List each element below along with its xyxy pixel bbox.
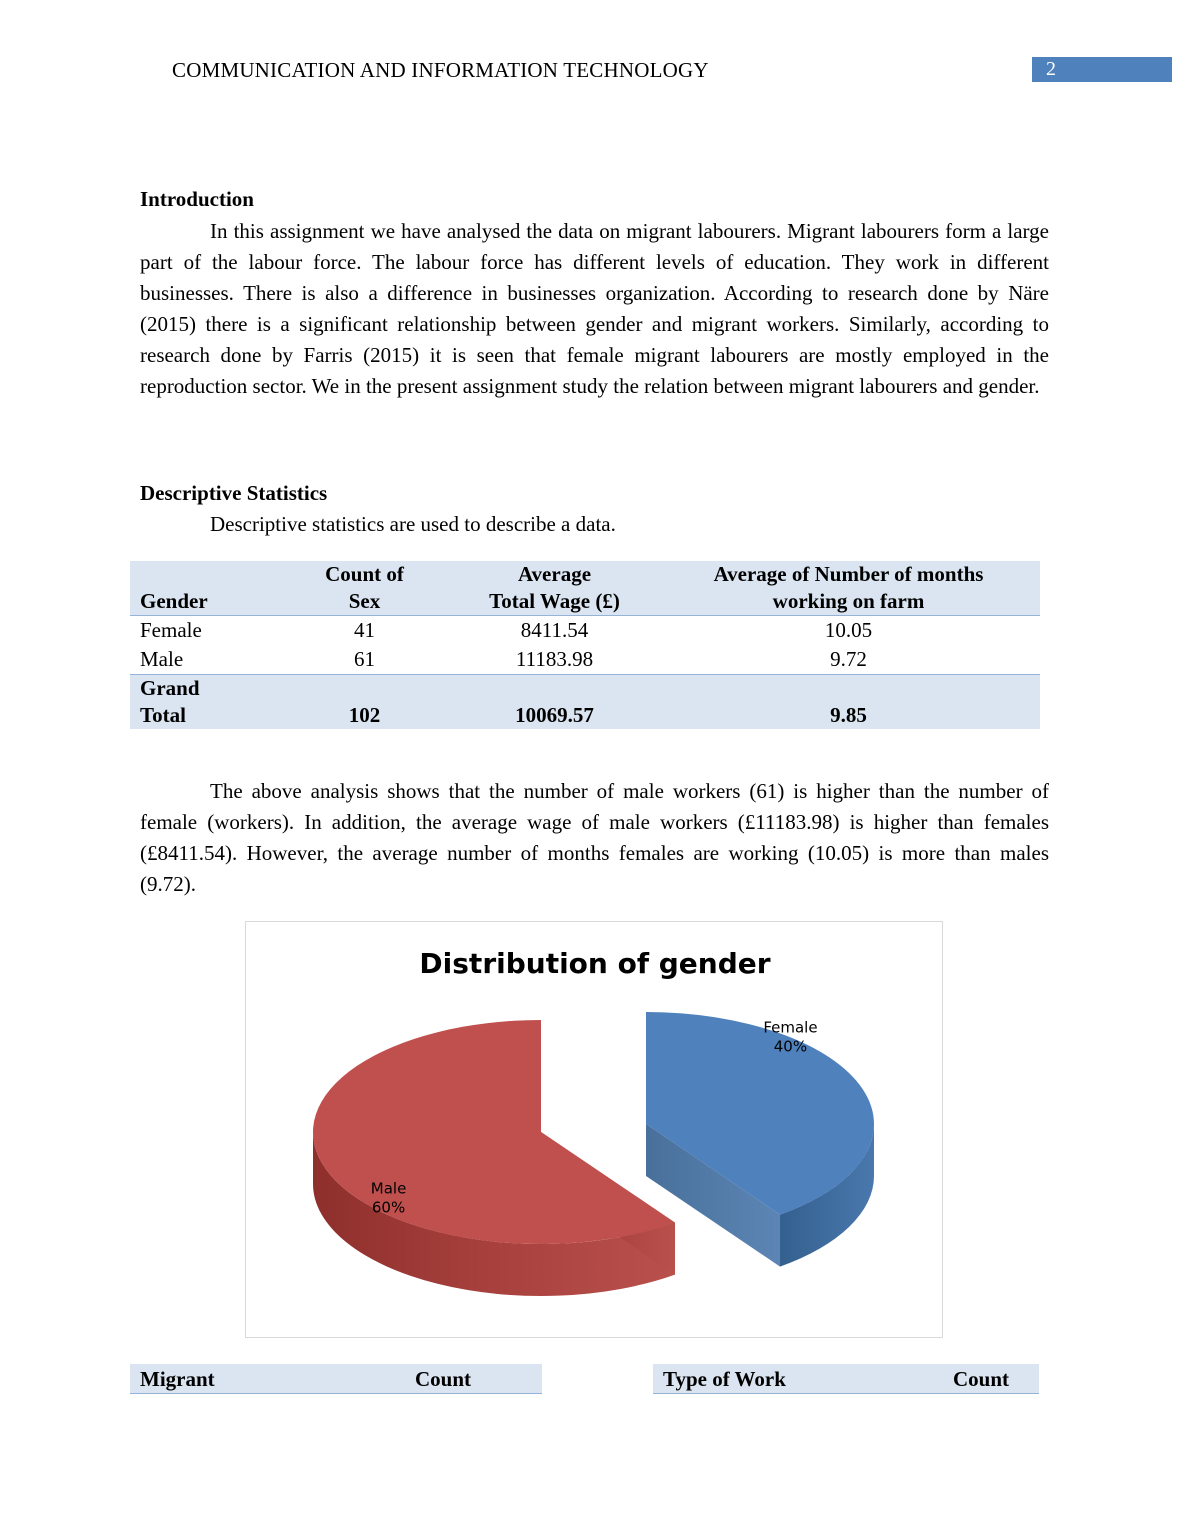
header-gender: Gender: [130, 561, 277, 616]
pie-svg: [246, 922, 944, 1339]
migrant-count-header: Count: [415, 1367, 472, 1391]
running-header: COMMUNICATION AND INFORMATION TECHNOLOGY: [172, 58, 709, 82]
cell-months: 10.05: [824, 618, 873, 642]
male-percent-label: 60%: [371, 1198, 406, 1217]
introduction-heading: Introduction: [140, 187, 254, 211]
migrant-table-header: [130, 1364, 542, 1394]
cell-wage: 8411.54: [520, 618, 589, 642]
cell-count: 41: [354, 618, 375, 642]
header-wage: Average Total Wage (£): [452, 561, 657, 616]
analysis-paragraph: The above analysis shows that the number of male workers (61) is higher than the number of female (workers). In addition, the average wage of male workers (£11183.98) is higher than females (£8411.54). However, the average number of months females are working (10.05) is more than males (9.72).: [140, 779, 1049, 896]
cell-gender: Female: [140, 618, 202, 642]
cell-total-wage: 10069.57: [452, 675, 657, 730]
cell-total-label: Grand Total: [130, 675, 277, 730]
cell-count: 61: [354, 647, 375, 671]
cell-months: 9.72: [830, 647, 867, 671]
cell-total-count: 102: [277, 675, 452, 730]
gender-pie-chart: [245, 921, 943, 1338]
table-total-row: [130, 675, 1040, 730]
descriptive-intro: Descriptive statistics are used to describe a data.: [210, 512, 616, 536]
cell-gender: Male: [140, 647, 184, 671]
header-count: Count of Sex: [277, 561, 452, 616]
work-col-header: Type of Work: [663, 1367, 786, 1391]
descriptive-heading: Descriptive Statistics: [140, 481, 328, 505]
migrant-col-header: Migrant: [140, 1367, 215, 1391]
page-number: 2: [1032, 57, 1172, 82]
table-row: [130, 645, 1040, 675]
table-header-row: [130, 561, 1040, 616]
header-months: Average of Number of months working on farm: [657, 561, 1040, 616]
cell-wage: 11183.98: [515, 647, 594, 671]
descriptive-table: [130, 561, 1040, 729]
female-data-label: Female: [763, 1018, 818, 1037]
work-table-header: [653, 1364, 1039, 1394]
work-count-header: Count: [953, 1367, 1010, 1391]
cell-total-months: 9.85: [657, 675, 1040, 730]
introduction-paragraph: In this assignment we have analysed the data on migrant labourers. Migrant labourers form a large part of the labour force. The labour force has different levels of education. They work in different businesses. There is also a difference in businesses organization. According to research done by Näre (2015) there is a significant relationship between gender and migrant workers. Similarly, according to research done by Farris (2015) it is seen that female migrant labourers are mostly employed in the reproduction sector. We in the present assignment study the relation between migrant labourers and gender.: [140, 219, 1049, 398]
female-percent-label: 40%: [773, 1037, 808, 1056]
male-data-label: Male: [370, 1179, 407, 1198]
chart-title: Distribution of gender: [419, 947, 771, 980]
table-row: [130, 616, 1040, 646]
